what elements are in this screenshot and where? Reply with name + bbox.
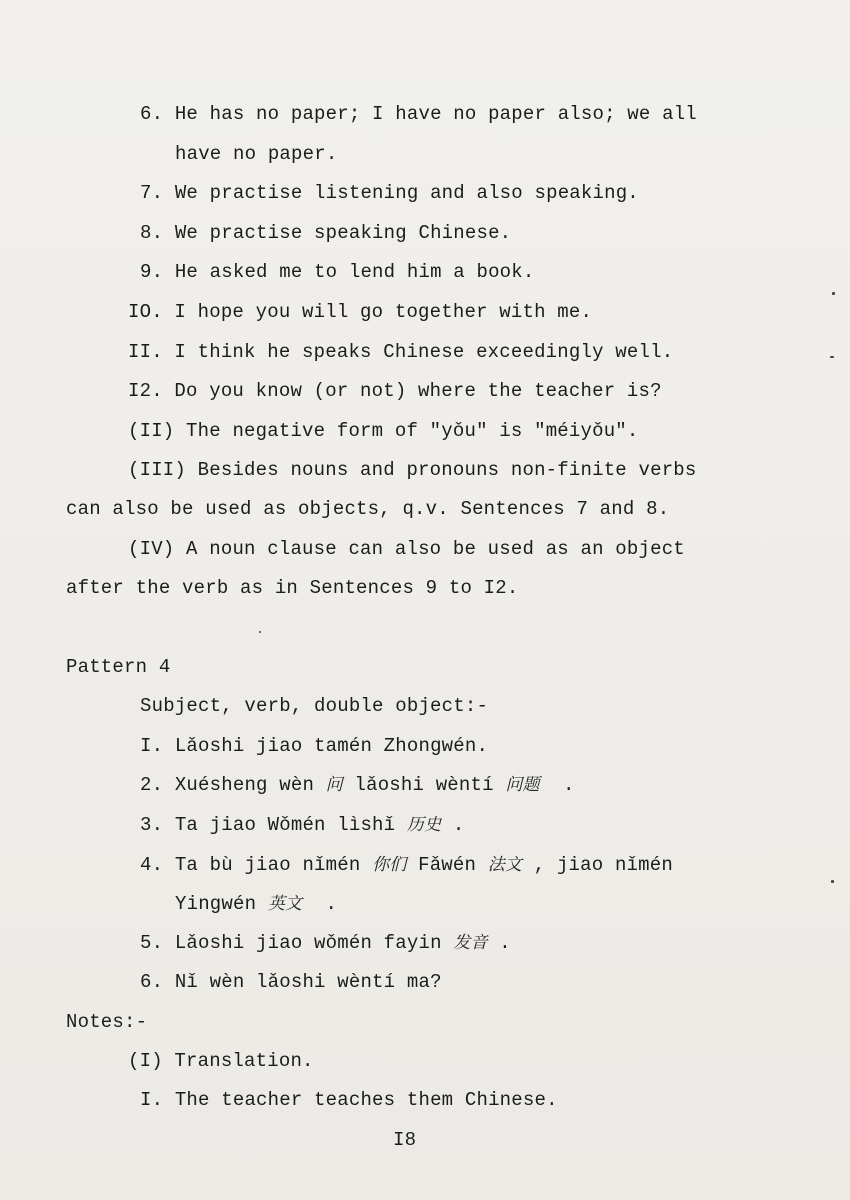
punctuation: . xyxy=(562,774,575,796)
chinese-characters: 问题 xyxy=(505,775,540,795)
translation-text: The teacher teaches them Chinese. xyxy=(174,1089,558,1111)
note-4 xyxy=(128,537,685,561)
scan-speck xyxy=(259,631,261,633)
sentence-text: He has no paper; I have no paper also; we all xyxy=(174,103,697,125)
translation-1 xyxy=(140,1088,558,1112)
note-number: (II) xyxy=(128,420,175,442)
scan-speck xyxy=(831,880,834,883)
example-text: Ta jiao Wǒmén lìshǐ xyxy=(174,814,396,836)
notes-heading xyxy=(66,1010,147,1034)
note-text: Translation. xyxy=(174,1050,314,1072)
page-number: I8 xyxy=(393,1129,417,1151)
example-3 xyxy=(140,813,465,837)
sentence-6 xyxy=(140,102,697,126)
chinese-characters: 你们 xyxy=(372,855,407,875)
item-number: 9. xyxy=(140,261,164,283)
sentence-7 xyxy=(140,181,639,205)
example-4-continued xyxy=(175,892,337,916)
sentence-6-continued xyxy=(175,142,337,166)
item-number: 3. xyxy=(140,814,164,836)
sentence-text: I hope you will go together with me. xyxy=(174,301,593,323)
notes-title: Notes:- xyxy=(66,1011,148,1033)
item-number: 8. xyxy=(140,222,164,244)
sentence-10 xyxy=(128,300,592,324)
sentence-9 xyxy=(140,260,535,284)
sentence-text: He asked me to lend him a book. xyxy=(174,261,535,283)
sentence-11 xyxy=(128,340,673,364)
chinese-characters: 发音 xyxy=(453,933,488,953)
note-4-continued xyxy=(66,576,518,600)
note-number: (IV) xyxy=(128,538,175,560)
section-heading xyxy=(66,655,170,679)
item-number: 7. xyxy=(140,182,164,204)
chinese-characters: 法文 xyxy=(487,855,523,875)
pattern-title: Pattern 4 xyxy=(66,656,171,678)
note-2 xyxy=(128,419,639,443)
sentence-text: We practise speaking Chinese. xyxy=(174,222,512,244)
sentence-text: We practise listening and also speaking. xyxy=(174,182,639,204)
sentence-text: have no paper. xyxy=(175,143,338,165)
punctuation: . xyxy=(452,814,465,836)
item-number: 2. xyxy=(140,774,164,796)
item-number: 6. xyxy=(140,103,164,125)
example-6 xyxy=(140,970,442,994)
note-text: can also be used as objects, q.v. Sentences 7 and 8. xyxy=(66,498,670,520)
example-text: Lǎoshi jiao tamén Zhongwén. xyxy=(174,735,489,757)
note-number: (III) xyxy=(128,459,187,481)
item-number: II. xyxy=(128,341,163,363)
sentence-8 xyxy=(140,221,511,245)
item-number: I. xyxy=(140,1089,164,1111)
example-text: lǎoshi wèntí xyxy=(354,774,494,796)
example-text: Lǎoshi jiao wǒmén fayin xyxy=(174,932,442,954)
example-text: Ta bù jiao nǐmén xyxy=(174,854,361,876)
pattern-text: Subject, verb, double object:- xyxy=(140,695,489,717)
example-text: Xuésheng wèn xyxy=(174,774,315,796)
example-2 xyxy=(140,773,575,797)
note-number: (I) xyxy=(128,1050,163,1072)
item-number: 4. xyxy=(140,854,164,876)
note-3-continued xyxy=(66,497,669,521)
sentence-text: Do you know (or not) where the teacher is? xyxy=(174,380,662,402)
note-text: Besides nouns and pronouns non-finite verbs xyxy=(197,459,697,481)
note-text: The negative form of "yǒu" is "méiyǒu". xyxy=(186,420,639,442)
example-1 xyxy=(140,734,488,758)
scan-speck xyxy=(832,292,835,295)
scan-speck xyxy=(830,356,834,358)
note-1 xyxy=(128,1049,314,1073)
punctuation: . xyxy=(325,893,338,915)
example-text: Nǐ wèn lǎoshi wèntí ma? xyxy=(174,971,442,993)
pattern-description xyxy=(140,694,488,718)
item-number: I. xyxy=(140,735,164,757)
item-number: I2. xyxy=(128,380,163,402)
note-text: after the verb as in Sentences 9 to I2. xyxy=(66,577,519,599)
sentence-12 xyxy=(128,379,662,403)
example-text: , jiao nǐmén xyxy=(533,854,673,876)
example-5 xyxy=(140,931,511,955)
punctuation: . xyxy=(499,932,511,954)
example-4 xyxy=(140,853,673,877)
note-3 xyxy=(128,458,697,482)
note-text: A noun clause can also be used as an object xyxy=(186,538,685,560)
item-number: 5. xyxy=(140,932,164,954)
example-text: Yingwén xyxy=(175,893,257,915)
item-number: IO. xyxy=(128,301,163,323)
example-text: Fǎwén xyxy=(418,854,477,876)
chinese-characters: 问 xyxy=(325,775,343,795)
chinese-characters: 英文 xyxy=(267,894,303,914)
chinese-characters: 历史 xyxy=(406,815,442,835)
item-number: 6. xyxy=(140,971,164,993)
sentence-text: I think he speaks Chinese exceedingly well. xyxy=(174,341,674,363)
